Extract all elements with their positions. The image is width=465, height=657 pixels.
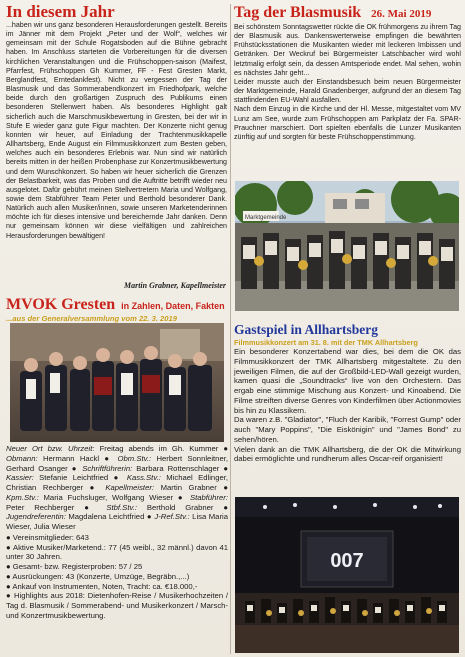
- role-item: ● Schriftführerin: Barbara Rottenschlager: [71, 463, 220, 473]
- role-item: ● Kpm.Stv.: Maria Fuchsluger, Wolfgang Wieser: [6, 483, 228, 502]
- band-photo: [235, 181, 459, 311]
- stat-item: ● Ausrückungen: 43 (Konzerte, Umzüge, Begräbn.,...): [6, 571, 190, 581]
- mvok-heading: [6, 296, 228, 314]
- concert-photo-image: [235, 497, 459, 653]
- concert-photo: [235, 497, 459, 653]
- blasmusik-text: [234, 23, 461, 142]
- stat-item: ● Highlights aus 2018: Dietenhofen-Reise / Musikerhochzeiten / Tag d. Blasmusik / Sommerabend- und Musikerkonzert / Marsch- und Konzertmusikbewertung.: [6, 591, 229, 620]
- screen-text: 007: [330, 550, 364, 572]
- gastspiel-text: [234, 347, 461, 464]
- role-item: ● Stbf.Stv.: Berthold Grabner: [84, 502, 214, 512]
- role-item: ● Kapellmeister: Martin Grabner: [89, 483, 217, 492]
- facts-block: [6, 444, 228, 621]
- group-photo-image: [10, 323, 224, 442]
- stat-item: ● Ankauf von Instrumenten, Noten, Tracht: ca. €18.000,-: [6, 581, 198, 591]
- role-item: ● J-Ref.Stv.: Lisa Maria Wieser, Julia Wieser: [6, 512, 228, 531]
- column-divider: [230, 4, 231, 654]
- roles-list: [6, 444, 228, 531]
- facts-intro-label: Neuer Ort bzw. Uhrzeit:: [6, 444, 95, 453]
- gastspiel-title: Gastspiel in Allhartsberg: [234, 322, 379, 337]
- gastspiel-subtitle: Filmmusikkonzert am 31. 8. mit der TMK Allhartsberg: [234, 338, 418, 347]
- intro-paragraph: ...haben wir uns ganz besonderen Herausforderungen gestellt. Bereits im Jänner mit dem Projekt „Peter und der Wolf“, welches wir gemeinsam mit der Schule Rogatsboden auf die Bühne gebracht haben. Im Anschluss starteten die Vorbereitungen für die diversen kirchlichen Veranstaltungen und die Frühschoppen-saison (Maifest, Pfarrfest, Frühschoppen Gh Kummer, FF - Fest Gresten Markt, Berglandfest, Erntedankfest). Nicht zu vergessen der Tag der Blasmusik und das Sommerabendkonzert im Friedhofpark, welche beide durch den großartigen Zuspruch des Publikums einen besonderen Stellenwert haben. Als besonderes Highlight galt sicherlich auch die Marschmusikbewertung in Gresten, bei der wir in Stufe E wieder ganz gute Figur machten. Der Konzerte nicht genug konnten wir heuer, auf Einladung der Trachtenmusikkapelle Allhartsberg, Ende August ein Filmmusikkonzert zum Besten geben, welches auch ein besonderes Erlebnis war. Nun sind wir natürlich bereits mitten in der heißen Probenphase zur Konzertmusikbewertung und dem Wunschkonzert. So haben wir heuer sicherlich die Grenzen der Belastbarkeit, was das Proben und die Auftritte betrifft wieder neu ausgelotet. Dafür gebührt meinen Stellvertretern Maria und Wolfgang, sowie dem Stabführer Team Peter und Berthold besonderer Dank. Natürlich auch allen Musiker/innen, sowie unseren Marketenderinnen möchte ich für dieses intensive und bereichernde Jahr danken. Denn nur gemeinsam können wir diese vielfältigen und zahlreichen Herausforderungen bewältigen!: [6, 21, 227, 240]
- mvok-subtitle-2: ...aus der Generalversammlung vom 22. 3. 2019: [6, 314, 177, 323]
- signature: Martin Grabner, Kapellmeister: [123, 281, 226, 290]
- section-title-in-diesem-jahr: In diesem Jahr: [6, 2, 115, 21]
- gastspiel-paragraph-1: Ein besonderer Konzertabend war dies, bei dem die OK das Filmmusikkonzert der TMK Allhartsberg mitgestaltete. Zu den jeweiligen Filmen, die auf der Großbild-LED-Wall gezeigt wurden, kamen quasi die „Soundtracks“ live von den Orchestern. Das ergab eine stimmige Mischung aus Konzert- und Kinoabend. Die Filme streiften diverse Genres von Kinderfilmen über Actionmovies bis hin zu Klassikern.: [234, 347, 461, 415]
- role-item: ● Kass.Stv.: Michael Edlinger, Christian Rechberger: [6, 473, 229, 492]
- stat-item: ● Aktive Musiker/Marketend.: 77 (45 weibl., 32 männl.) davon 41 unter 30 Jahren.: [6, 542, 229, 562]
- role-item: ● Obmann: Hermann Hackl: [6, 444, 229, 463]
- stats-list: [6, 533, 228, 621]
- blasmusik-title: Tag der Blasmusik: [234, 4, 362, 21]
- blasmusik-heading: [234, 4, 461, 23]
- band-photo-image: [235, 181, 459, 311]
- banner-text: Marktgemeinde: [245, 215, 287, 221]
- role-item: ● Kassier: Stefanie Leichtfried: [6, 463, 229, 483]
- group-photo: [10, 323, 224, 442]
- blasmusik-paragraph-1: Bei schönstem Sonntagswetter rückte die OK frühmorgens zu ihrem Tag der Blasmusik aus. Dankenswerterweise empfingen die bewährten Frühstücksstationen die Musikanten wieder mit leckeren Imbissen und Getränken. Der Weckruf bei Bürgermeister Latschbacher wird wohl letztmalig erfolgt sein, da dessen Amtsperiode endet. Mal sehen, wohin es nächstes Jahr geht...: [234, 23, 461, 77]
- mvok-title: MVOK Gresten: [6, 296, 116, 313]
- role-item: ● Obm.Stv.: Herbert Sonnleitner, Gerhard Osanger: [6, 453, 228, 473]
- blasmusik-paragraph-2: Leider musste auch der Einstandsbesuch beim neuen Bürgermeister der Marktgemeinde, Harald Gnadenberger, aufgrund der an diesem Tag stattfindenden EU-Wahl ausfallen.: [234, 77, 461, 105]
- gastspiel-paragraph-3: Vielen dank an die TMK Allhartsberg, die der OK die Mitwirkung dabei ermöglichte und rundherum alles Oscar-reif organisiert!: [234, 444, 461, 464]
- role-item: ● Stabführer: Peter Rechberger: [6, 492, 228, 512]
- stat-item: ● Gesamt- bzw. Registerproben: 57 / 25: [6, 562, 143, 571]
- stat-item: ● Vereinsmitglieder: 643: [6, 532, 89, 542]
- blasmusik-paragraph-3: Nach dem Einzug in die Kirche und der Hl. Messe, mitgestaltet vom MV Lunz am See, wurde zum Frühschoppen am Parkplatz der Fa. SPAR-Prauchner marschiert. Dort spielten ebenfalls die Lunzer Musikanten zünftig auf und sorgten für beste Frühschoppenstimmung.: [234, 105, 461, 141]
- blasmusik-date: 26. Mai 2019: [371, 8, 432, 20]
- gastspiel-heading: [234, 322, 461, 347]
- gastspiel-paragraph-2: Da waren z.B. "Gladiator", "Fluch der Karibik, "Forrest Gump" oder auch "Mary Poppins", "Die Eiskönigin" und "James Bond" zu sehen/hören.: [234, 415, 461, 444]
- role-item: ● Jugendreferentin: Magdalena Leichtfried: [6, 502, 228, 522]
- mvok-subtitle: in Zahlen, Daten, Fakten: [121, 301, 225, 311]
- facts-intro: Freitag abends im Gh. Kummer: [99, 444, 219, 453]
